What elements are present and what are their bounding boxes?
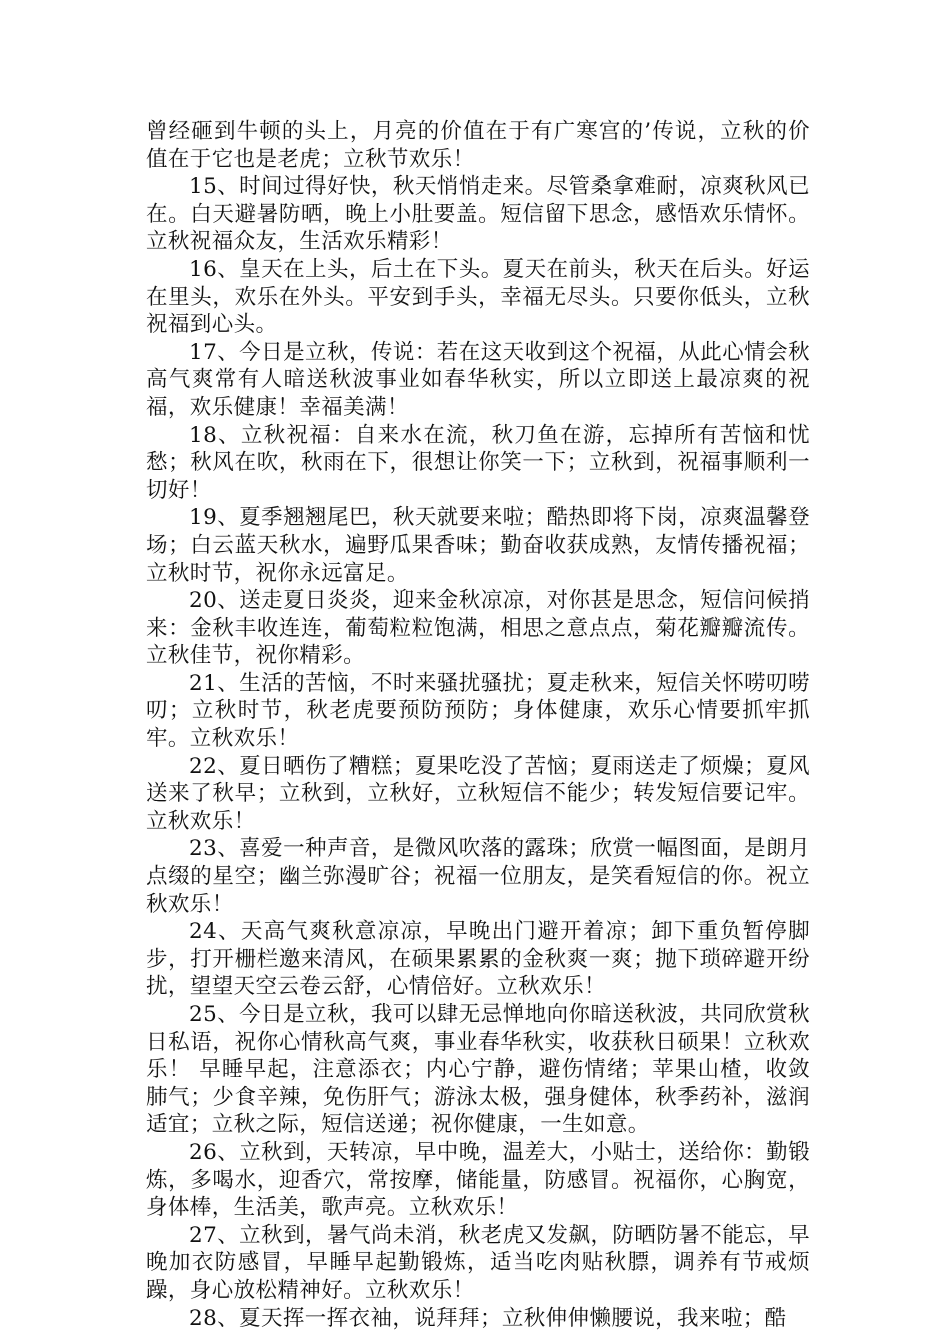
paragraph-28: 28、夏天挥一挥衣袖，说拜拜；立秋伸伸懒腰说，我来啦；酷 bbox=[189, 1305, 787, 1331]
paragraph-25: 25、今日是立秋，我可以肆无忌惮地向你暗送秋波，共同欣赏秋日私语，祝你心情秋高气爽，事业春华秋实，收获秋日硕果！立秋欢乐！ 早睡早起，注意添衣；内心宁静，避伤情绪；苹果山楂，收敛肺气；少食辛辣，免伤肝气；游泳太极，强身健体，秋季药补，滋润适宜；立秋之际，短信送递；祝你健康，一生如意。 bbox=[146, 1002, 810, 1138]
paragraph-22: 22、夏日晒伤了糟糕；夏果吃没了苦恼；夏雨送走了烦燥；夏风送来了秋早；立秋到，立秋好，立秋短信不能少；转发短信要记牢。立秋欢乐！ bbox=[146, 753, 810, 834]
paragraph-21: 21、生活的苦恼，不时来骚扰骚扰；夏走秋来，短信关怀唠叨唠叨；立秋时节，秋老虎要预防预防；身体健康，欢乐心情要抓牢抓牢。立秋欢乐！ bbox=[146, 670, 810, 752]
paragraph-15: 15、时间过得好快，秋天悄悄走来。尽管桑拿难耐，凉爽秋风已在。白天避暑防晒，晚上小肚要盖。短信留下思念，感悟欢乐情怀。立秋祝福众友，生活欢乐精彩！ bbox=[146, 174, 810, 255]
paragraph-24: 24、天高气爽秋意凉凉，早晚出门避开着凉；卸下重负暂停脚步，打开栅栏邀来清风，在硕果累累的金秋爽一爽；抛下琐碎避开纷扰，望望天空云卷云舒，心情倍好。立秋欢乐！ bbox=[146, 919, 810, 1000]
paragraph-20: 20、送走夏日炎炎，迎来金秋凉凉，对你甚是思念，短信问候捎来：金秋丰收连连，葡萄粒粒饱满，相思之意点点，菊花瓣瓣流传。立秋佳节，祝你精彩。 bbox=[146, 588, 810, 669]
paragraph-19: 19、夏季翘翘尾巴，秋天就要来啦；酷热即将下岗，凉爽温馨登场；白云蓝天秋水，遍野瓜果香味；勤奋收获成熟，友情传播祝福；立秋时节，祝你永远富足。 bbox=[146, 505, 810, 586]
paragraph-17: 17、今日是立秋，传说：若在这天收到这个祝福，从此心情会秋高气爽常有人暗送秋波事业如春华秋实，所以立即送上最凉爽的祝福，欢乐健康！幸福美满！ bbox=[146, 339, 810, 420]
paragraph-18: 18、立秋祝福：自来水在流，秋刀鱼在游，忘掉所有苦恼和忧愁；秋风在吹，秋雨在下，很想让你笑一下；立秋到，祝福事顺利一切好！ bbox=[146, 422, 810, 503]
paragraph-16: 16、皇天在上头，后土在下头。夏天在前头，秋天在后头。好运在里头，欢乐在外头。平安到手头，幸福无尽头。只要你低头，立秋祝福到心头。 bbox=[146, 256, 810, 338]
paragraph-27: 27、立秋到，暑气尚未消，秋老虎又发飙，防晒防暑不能忘，早晚加衣防感冒，早睡早起勤锻炼，适当吃肉贴秋膘，调养有节戒烦躁，身心放松精神好。立秋欢乐！ bbox=[146, 1222, 810, 1303]
paragraph-continuation: 曾经砸到牛顿的头上，月亮的价值在于有广寒宫的’传说，立秋的价值在于它也是老虎；立秋节欢乐！ bbox=[146, 119, 810, 172]
paragraph-23: 23、喜爱一种声音，是微风吹落的露珠；欣赏一幅图面，是朗月点缀的星空；幽兰弥漫旷谷；祝福一位朋友，是笑看短信的你。祝立秋欢乐！ bbox=[146, 836, 810, 917]
paragraph-26: 26、立秋到，天转凉，早中晚，温差大，小贴士，送给你：勤锻炼，多喝水，迎香穴，常按摩，储能量，防感冒。祝福你，心胸宽，身体棒，生活美，歌声亮。立秋欢乐！ bbox=[146, 1139, 810, 1221]
document-body bbox=[146, 118, 810, 1332]
